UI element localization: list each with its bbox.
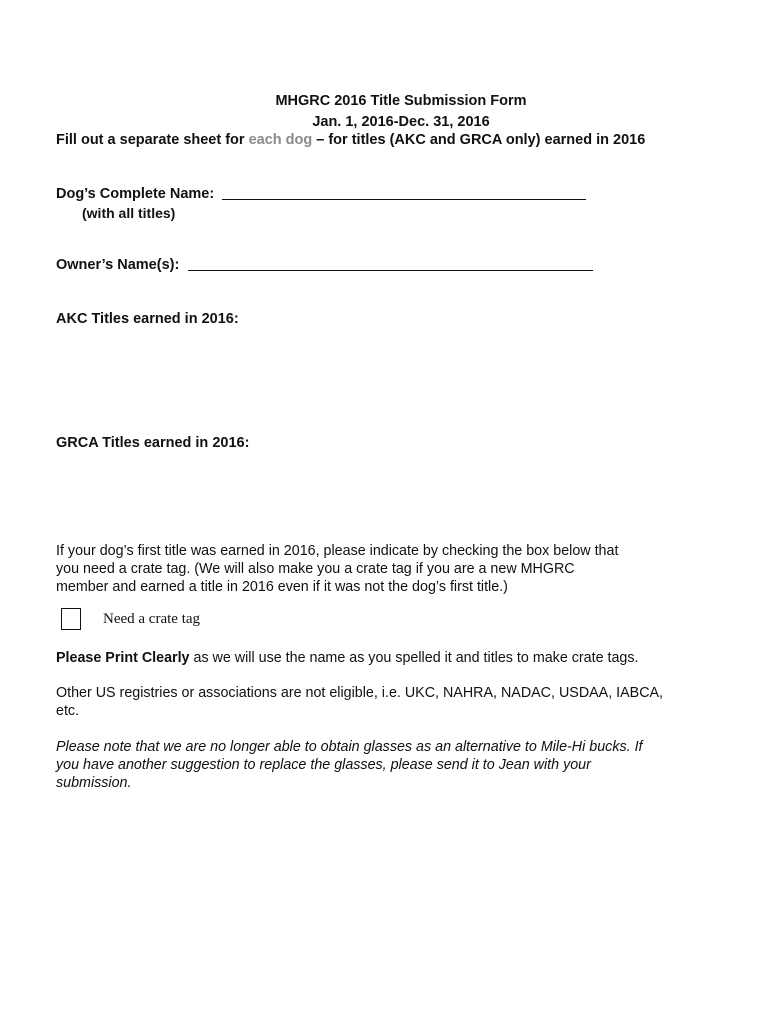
glasses-note-line: Please note that we are no longer able to obtain glasses as an alternative to Mile-Hi bucks. If bbox=[56, 739, 643, 755]
owner-name-label: Owner’s Name(s): bbox=[56, 257, 180, 273]
crate-tag-checkbox-label: Need a crate tag bbox=[103, 611, 201, 627]
print-clearly-note bbox=[56, 649, 756, 667]
crate-tag-checkbox[interactable] bbox=[61, 608, 81, 630]
form-instruction bbox=[56, 132, 645, 148]
dog-name-label: Dog’s Complete Name: bbox=[56, 186, 215, 202]
form-date-range: Jan. 1, 2016-Dec. 31, 2016 bbox=[312, 114, 490, 130]
instruction-prefix: Fill out a separate sheet for bbox=[56, 132, 249, 148]
akc-titles-area[interactable] bbox=[56, 332, 716, 422]
dog-name-field[interactable] bbox=[222, 199, 586, 200]
dog-name-sublabel: (with all titles) bbox=[82, 205, 176, 221]
instruction-emphasis: each dog bbox=[248, 132, 313, 148]
instruction-suffix: – for titles (AKC and GRCA only) earned in 2016 bbox=[312, 132, 646, 148]
crate-tag-note-line: member and earned a title in 2016 even if it was not the dog’s first title.) bbox=[56, 579, 508, 595]
crate-tag-note bbox=[56, 542, 746, 596]
glasses-note bbox=[56, 738, 756, 792]
registries-note bbox=[56, 684, 756, 720]
print-clearly-bold: Please Print Clearly bbox=[56, 650, 190, 666]
grca-titles-label: GRCA Titles earned in 2016: bbox=[56, 435, 250, 451]
grca-titles-area[interactable] bbox=[56, 456, 716, 536]
glasses-note-line: you have another suggestion to replace the glasses, please send it to Jean with your bbox=[56, 757, 591, 773]
crate-tag-note-line: you need a crate tag. (We will also make you a crate tag if you are a new MHGRC bbox=[56, 561, 575, 577]
form-title: MHGRC 2016 Title Submission Form bbox=[275, 93, 527, 109]
registries-note-line: etc. bbox=[56, 703, 80, 719]
glasses-note-line: submission. bbox=[56, 775, 132, 791]
crate-tag-note-line: If your dog’s first title was earned in 2016, please indicate by checking the box below that bbox=[56, 543, 619, 559]
print-clearly-rest: as we will use the name as you spelled it and titles to make crate tags. bbox=[189, 650, 639, 666]
registries-note-line: Other US registries or associations are not eligible, i.e. UKC, NAHRA, NADAC, USDAA, IABCA, bbox=[56, 685, 664, 701]
akc-titles-label: AKC Titles earned in 2016: bbox=[56, 311, 239, 327]
owner-name-field[interactable] bbox=[188, 270, 593, 271]
